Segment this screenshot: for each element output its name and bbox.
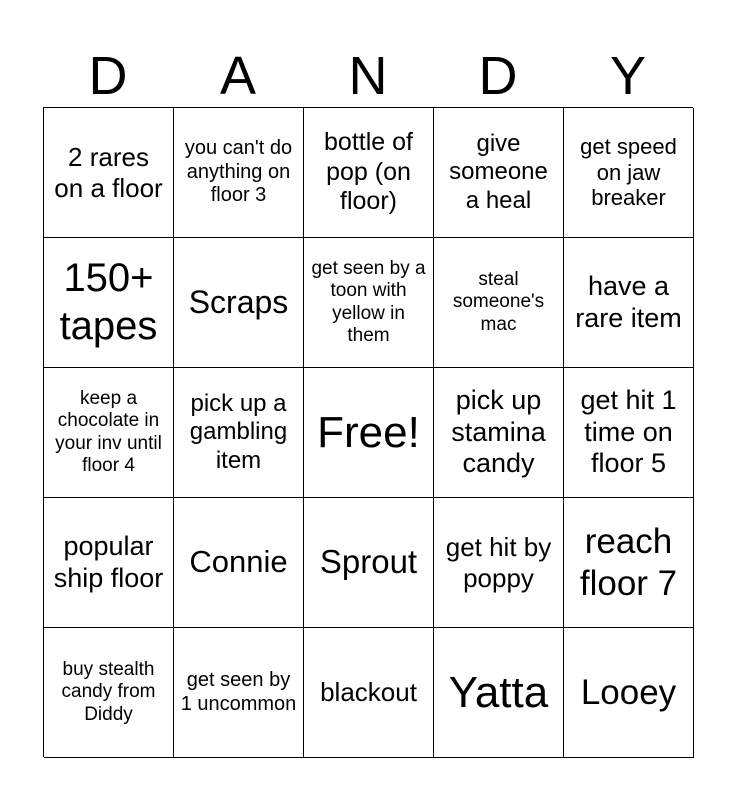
bingo-cell[interactable]: pick up a gambling item: [174, 368, 304, 498]
bingo-cell[interactable]: pick up stamina candy: [434, 368, 564, 498]
header-letter-d: D: [88, 46, 128, 106]
bingo-cell[interactable]: 150+ tapes: [44, 238, 174, 368]
bingo-cell[interactable]: bottle of pop (on floor): [304, 108, 434, 238]
bingo-cell[interactable]: get seen by a toon with yellow in them: [304, 238, 434, 368]
bingo-cell[interactable]: popular ship floor: [44, 498, 174, 628]
bingo-cell[interactable]: buy stealth candy from Diddy: [44, 628, 174, 758]
header-letter-y: Y: [609, 46, 647, 106]
bingo-cell[interactable]: get seen by 1 uncommon: [174, 628, 304, 758]
bingo-cell[interactable]: blackout: [304, 628, 434, 758]
bingo-cell[interactable]: keep a chocolate in your inv until floor 4: [44, 368, 174, 498]
bingo-cell[interactable]: Connie: [174, 498, 304, 628]
bingo-cell[interactable]: give someone a heal: [434, 108, 564, 238]
bingo-cell[interactable]: steal someone's mac: [434, 238, 564, 368]
bingo-cell[interactable]: Looey: [564, 628, 694, 758]
header-letter-n: N: [348, 46, 388, 106]
bingo-free-cell[interactable]: Free!: [304, 368, 434, 498]
bingo-cell[interactable]: you can't do anything on floor 3: [174, 108, 304, 238]
bingo-board: [43, 107, 693, 757]
bingo-cell[interactable]: get speed on jaw breaker: [564, 108, 694, 238]
header-letter-d2: D: [478, 46, 518, 106]
bingo-cell[interactable]: reach floor 7: [564, 498, 694, 628]
bingo-cell[interactable]: Yatta: [434, 628, 564, 758]
header-letter-a: A: [219, 46, 257, 106]
bingo-cell[interactable]: get hit by poppy: [434, 498, 564, 628]
bingo-cell[interactable]: Scraps: [174, 238, 304, 368]
bingo-cell[interactable]: get hit 1 time on floor 5: [564, 368, 694, 498]
bingo-cell[interactable]: have a rare item: [564, 238, 694, 368]
bingo-cell[interactable]: Sprout: [304, 498, 434, 628]
bingo-header: [43, 44, 693, 108]
bingo-cell[interactable]: 2 rares on a floor: [44, 108, 174, 238]
